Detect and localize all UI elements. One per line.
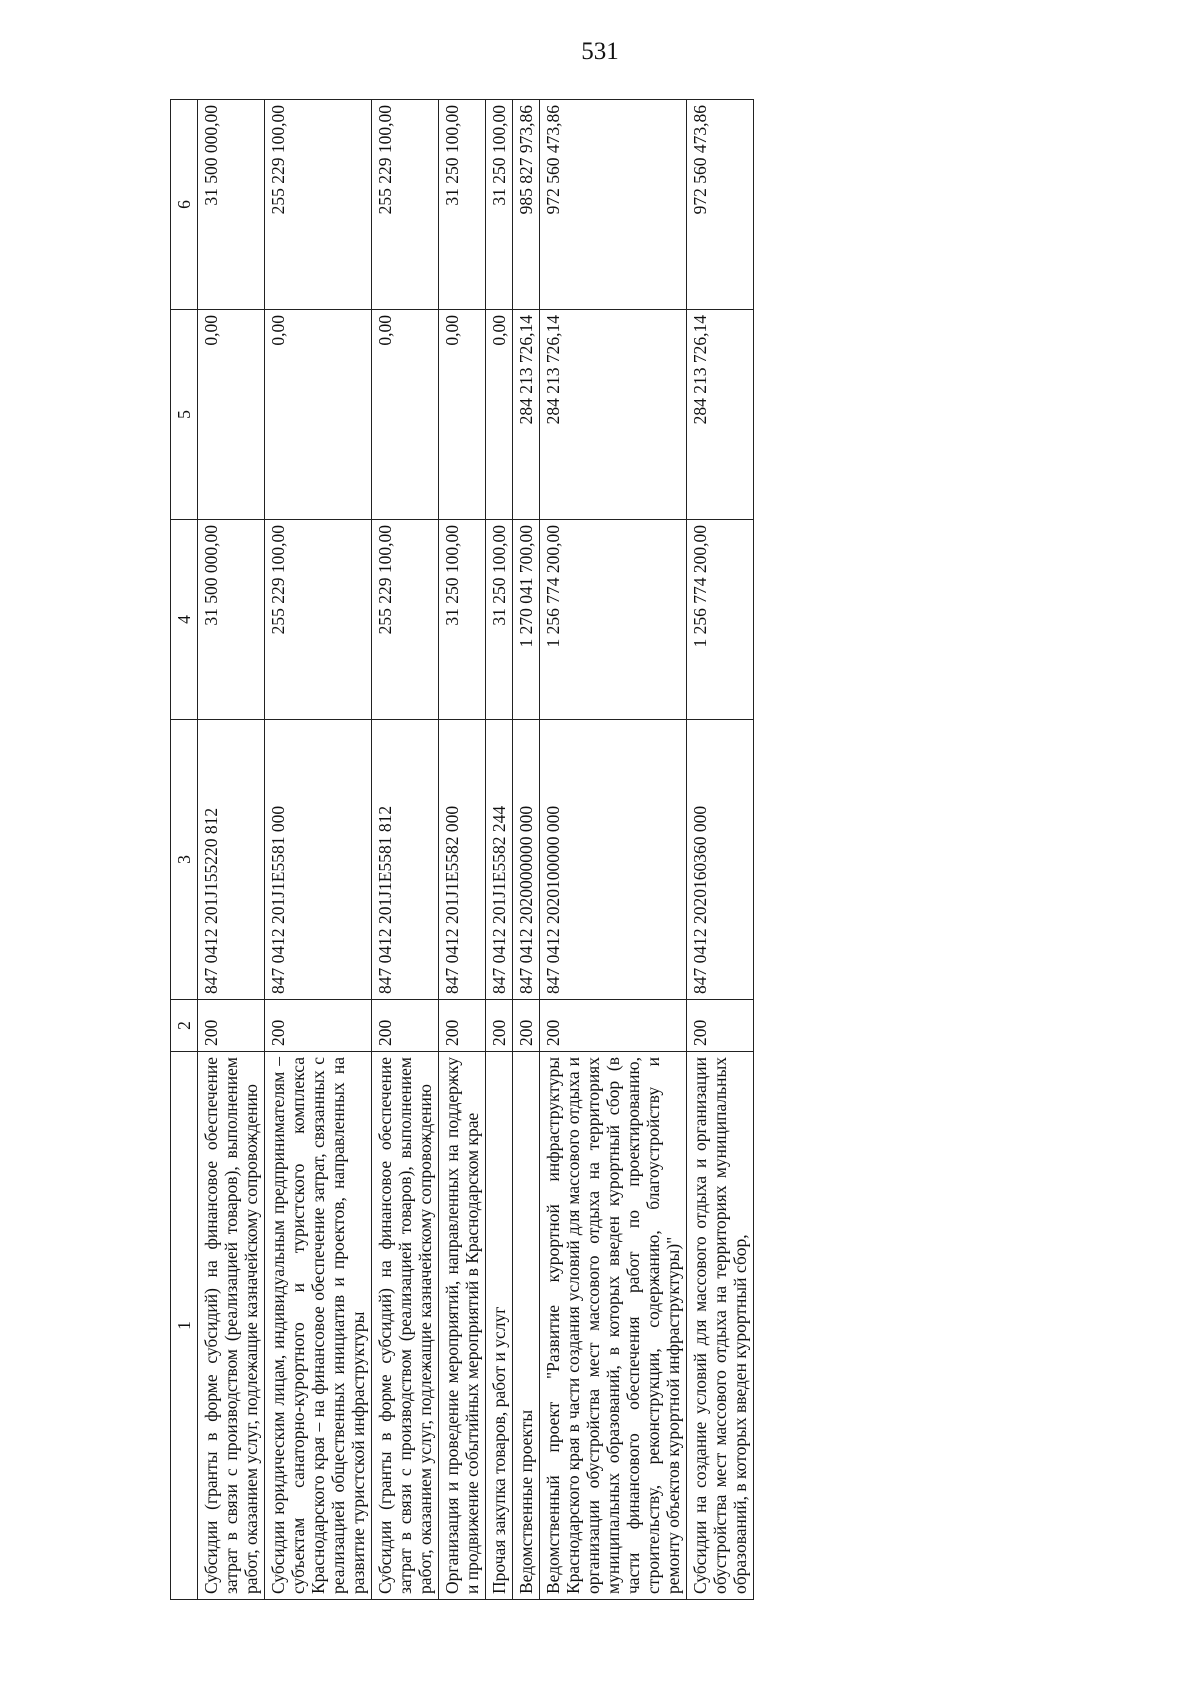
row-admin: 200: [198, 1000, 265, 1052]
row-c5: 284 213 726,14: [687, 310, 754, 520]
row-name: Ведомственный проект "Развитие курортной инфраструктуры Краснодарского края в части создания условий для массового отдыха и организации обустройства мест массового отдыха на территориях муниципальных образований, в которых введен курортный сбор (в части финансового обеспечения работ по проектированию, строительству, реконструкции, содержанию, благоустройству и ремонту объектов курортной инфраструктуры)": [540, 1052, 687, 1600]
row-c6: 255 229 100,00: [265, 100, 372, 310]
row-name: Организация и проведение мероприятий, направленных на поддержку и продвижение событийных мероприятий в Краснодарском крае: [439, 1052, 486, 1600]
header-cell: 1: [171, 1052, 198, 1600]
row-c4: 1 256 774 200,00: [540, 520, 687, 720]
row-c6: 985 827 973,86: [513, 100, 540, 310]
row-code: 847 0412 2020100000 000: [540, 720, 687, 1000]
row-admin: 200: [540, 1000, 687, 1052]
row-c4: 1 270 041 700,00: [513, 520, 540, 720]
row-admin: 200: [439, 1000, 486, 1052]
row-admin: 200: [372, 1000, 439, 1052]
row-c4: 255 229 100,00: [265, 520, 372, 720]
row-admin: 200: [687, 1000, 754, 1052]
row-c5: 284 213 726,14: [513, 310, 540, 520]
row-admin: 200: [486, 1000, 513, 1052]
row-c6: 972 560 473,86: [540, 100, 687, 310]
row-c4: 1 256 774 200,00: [687, 520, 754, 720]
row-c4: 31 250 100,00: [439, 520, 486, 720]
row-c5: 284 213 726,14: [540, 310, 687, 520]
row-c6: 972 560 473,86: [687, 100, 754, 310]
row-code: 847 0412 201J1E5581 812: [372, 720, 439, 1000]
table-wrapper: [170, 100, 1050, 1600]
row-code: 847 0412 201J1E5581 000: [265, 720, 372, 1000]
header-cell: 2: [171, 1000, 198, 1052]
budget-table: [170, 99, 754, 1600]
row-name: Субсидии (гранты в форме субсидий) на финансовое обеспечение затрат в связи с производством (реализацией товаров), выполнением работ, оказанием услуг, подлежащие казначейскому сопровождению: [198, 1052, 265, 1600]
row-c4: 31 500 000,00: [198, 520, 265, 720]
table-row: [265, 100, 372, 1600]
header-row: [171, 100, 198, 1600]
page-number: 531: [581, 38, 619, 65]
row-name: Субсидии юридическим лицам, индивидуальным предпринимателям – субъектам санаторно-курортного и туристского комплекса Краснодарского края – на финансовое обеспечение затрат, связанных с реализацией общественных инициатив и проектов, направленных на развитие туристской инфраструктуры: [265, 1052, 372, 1600]
row-c5: 0,00: [372, 310, 439, 520]
row-c4: 31 250 100,00: [486, 520, 513, 720]
table-row: [372, 100, 439, 1600]
table-row: [198, 100, 265, 1600]
row-code: 847 0412 2020160360 000: [687, 720, 754, 1000]
row-code: 847 0412 2020000000 000: [513, 720, 540, 1000]
header-cell: 5: [171, 310, 198, 520]
table-row: [439, 100, 486, 1600]
row-code: 847 0412 201J1E5582 000: [439, 720, 486, 1000]
row-c4: 255 229 100,00: [372, 520, 439, 720]
row-name: Ведомственные проекты: [513, 1052, 540, 1600]
row-name: Прочая закупка товаров, работ и услуг: [486, 1052, 513, 1600]
row-code: 847 0412 201J1E5582 244: [486, 720, 513, 1000]
table-row: [540, 100, 687, 1600]
row-c6: 31 250 100,00: [486, 100, 513, 310]
row-c5: 0,00: [198, 310, 265, 520]
header-cell: 6: [171, 100, 198, 310]
header-cell: 4: [171, 520, 198, 720]
row-c6: 31 500 000,00: [198, 100, 265, 310]
row-c6: 31 250 100,00: [439, 100, 486, 310]
row-c5: 0,00: [265, 310, 372, 520]
row-c5: 0,00: [486, 310, 513, 520]
row-c6: 255 229 100,00: [372, 100, 439, 310]
row-name: Субсидии на создание условий для массового отдыха и организации обустройства мест массового отдыха на территориях муниципальных образований, в которых введен курортный сбор,: [687, 1052, 754, 1600]
row-name: Субсидии (гранты в форме субсидий) на финансовое обеспечение затрат в связи с производством (реализацией товаров), выполнением работ, оказанием услуг, подлежащие казначейскому сопровождению: [372, 1052, 439, 1600]
table-row: [687, 100, 754, 1600]
table-row: [513, 100, 540, 1600]
rotated-table-area: [170, 100, 1050, 1600]
row-admin: 200: [513, 1000, 540, 1052]
row-admin: 200: [265, 1000, 372, 1052]
row-c5: 0,00: [439, 310, 486, 520]
table-row: [486, 100, 513, 1600]
header-cell: 3: [171, 720, 198, 1000]
row-code: 847 0412 201J155220 812: [198, 720, 265, 1000]
